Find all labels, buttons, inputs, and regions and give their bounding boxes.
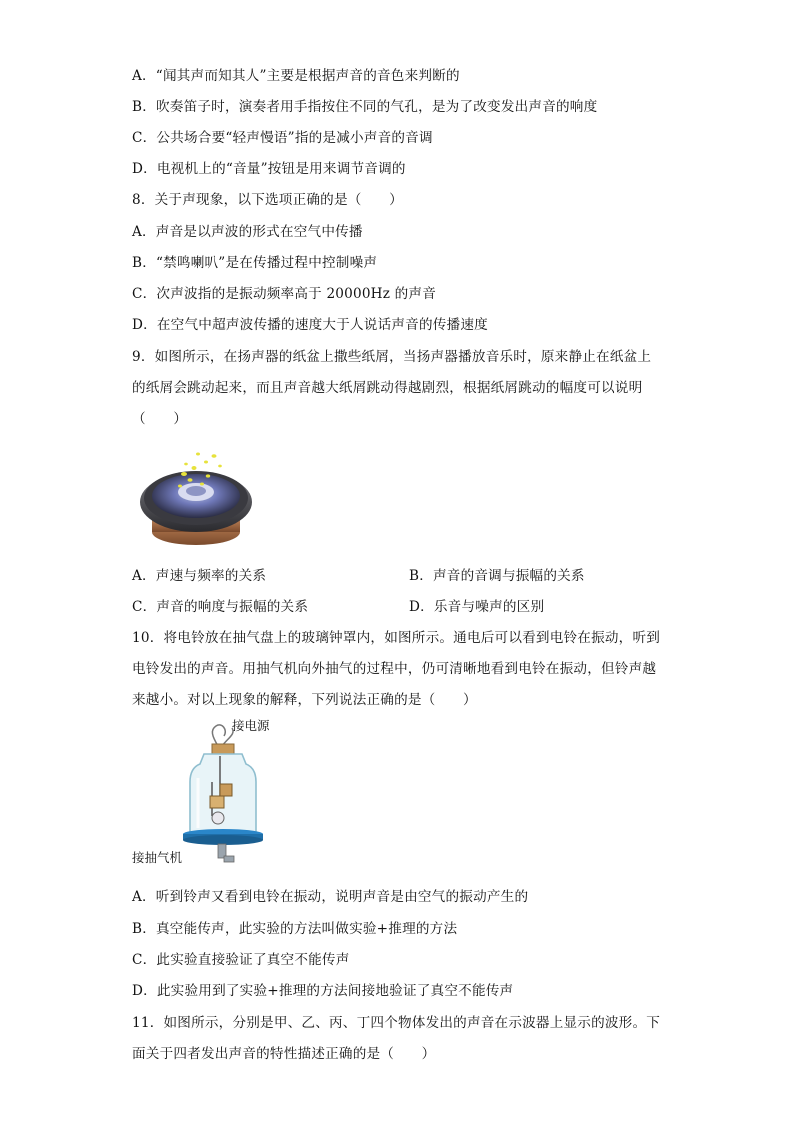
q8-option-b: B．“禁鸣喇叭”是在传播过程中控制噪声: [132, 255, 378, 271]
q8-option-c: C．次声波指的是振动频率高于 20000Hz 的声音: [132, 286, 437, 302]
q9-stem-line-3: （ ）: [132, 411, 188, 427]
q8-option-d: D．在空气中超声波传播的速度大于人说话声音的传播速度: [132, 317, 488, 333]
q9-option-d: D．乐音与噪声的区别: [409, 599, 545, 615]
q9-stem-line-1: 9．如图所示，在扬声器的纸盆上撒些纸屑，当扬声器播放音乐时，原来静止在纸盆上: [132, 349, 652, 365]
figure-label-power: 接电源: [232, 718, 270, 733]
speaker-illustration: [136, 440, 258, 552]
q8-stem: 8．关于声现象，以下选项正确的是（ ）: [132, 192, 403, 208]
q9-option-c: C．声音的响度与振幅的关系: [132, 599, 309, 615]
q7-option-d: D．电视机上的“音量”按钮是用来调节音调的: [132, 161, 406, 177]
q10-option-b: B．真空能传声，此实验的方法叫做实验+推理的方法: [132, 921, 458, 937]
q9-option-b: B．声音的音调与振幅的关系: [409, 568, 585, 584]
q10-stem-line-1: 10．将电铃放在抽气盘上的玻璃钟罩内，如图所示。通电后可以看到电铃在振动，听到: [132, 630, 661, 646]
q7-option-c: C．公共场合要“轻声慢语”指的是减小声音的音调: [132, 130, 433, 146]
q9-stem-line-2: 的纸屑会跳动起来，而且声音越大纸屑跳动得越剧烈，根据纸屑跳动的幅度可以说明: [132, 380, 643, 396]
q10-stem-line-3: 来越小。对以上现象的解释，下列说法正确的是（ ）: [132, 692, 477, 708]
q10-option-d: D．此实验用到了实验+推理的方法间接地验证了真空不能传声: [132, 983, 514, 999]
q11-stem-line-2: 面关于四者发出声音的特性描述正确的是（ ）: [132, 1046, 436, 1062]
q10-stem-line-2: 电铃发出的声音。用抽气机向外抽气的过程中，仍可清晰地看到电铃在振动，但铃声越: [132, 661, 657, 677]
bell-jar-illustration: [132, 716, 292, 876]
figure-label-pump: 接抽气机: [132, 850, 183, 865]
q10-option-c: C．此实验直接验证了真空不能传声: [132, 952, 350, 968]
speaker-figure: [136, 440, 258, 552]
q7-option-b: B．吹奏笛子时，演奏者用手指按住不同的气孔，是为了改变发出声音的响度: [132, 99, 598, 115]
bell-jar-figure: [132, 716, 292, 876]
q7-option-a: A．“闻其声而知其人”主要是根据声音的音色来判断的: [132, 68, 460, 84]
q9-option-a: A．声速与频率的关系: [132, 568, 267, 584]
q11-stem-line-1: 11．如图所示，分别是甲、乙、丙、丁四个物体发出的声音在示波器上显示的波形。下: [132, 1015, 661, 1031]
q10-option-a: A．听到铃声又看到电铃在振动，说明声音是由空气的振动产生的: [132, 889, 529, 905]
q8-option-a: A．声音是以声波的形式在空气中传播: [132, 224, 363, 240]
